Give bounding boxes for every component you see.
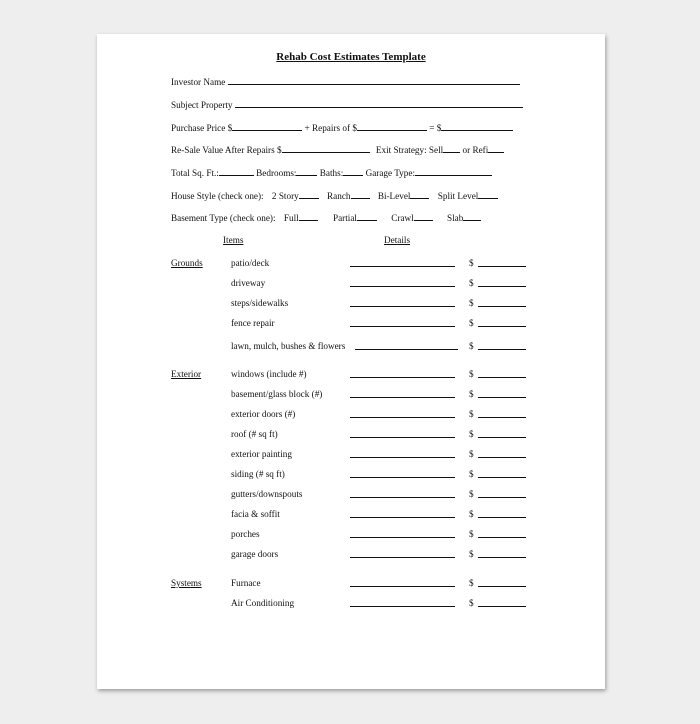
ranch-check[interactable] — [351, 189, 370, 199]
items-column-header: Items — [223, 235, 244, 245]
exit-refi-label: or Refi — [462, 145, 489, 155]
cost-row — [97, 408, 605, 420]
purchase-price-line — [171, 121, 513, 134]
detail-field[interactable] — [355, 340, 458, 350]
document-page — [97, 34, 605, 689]
amount-field[interactable] — [478, 428, 526, 438]
amount-field[interactable] — [478, 508, 526, 518]
two-story-check[interactable] — [299, 189, 319, 199]
details-column-header: Details — [384, 235, 411, 245]
exit-refi-field[interactable] — [488, 143, 504, 153]
cost-row — [97, 257, 605, 269]
cost-row — [97, 508, 605, 520]
crawl-check[interactable] — [414, 211, 433, 221]
property-stats-line — [171, 166, 492, 179]
cost-item-label: Air Conditioning — [231, 598, 295, 608]
detail-field[interactable] — [350, 548, 455, 558]
dollar-sign: $ — [469, 598, 474, 608]
cost-item-label: exterior painting — [231, 449, 292, 459]
dollar-sign: $ — [469, 318, 474, 328]
resale-label: Re-Sale Value After Repairs $ — [171, 145, 282, 155]
dollar-sign: $ — [469, 369, 474, 379]
cost-item-label: patio/deck — [231, 258, 270, 268]
detail-field[interactable] — [350, 528, 455, 538]
subject-property-line — [171, 98, 523, 111]
cost-item-label: driveway — [231, 278, 266, 288]
full-check[interactable] — [299, 211, 318, 221]
cost-item-label: Furnace — [231, 578, 261, 588]
detail-field[interactable] — [350, 488, 455, 498]
cost-item-label: roof (# sq ft) — [231, 429, 278, 439]
cost-item-label: siding (# sq ft) — [231, 469, 285, 479]
detail-field[interactable] — [350, 368, 455, 378]
repairs-label: + Repairs of $ — [304, 123, 357, 133]
slab-label: Slab — [447, 213, 464, 223]
cost-item-label: facia & soffit — [231, 509, 280, 519]
investor-name-line — [171, 75, 520, 88]
amount-field[interactable] — [478, 548, 526, 558]
cost-item-label: windows (include #) — [231, 369, 307, 379]
cost-row — [97, 340, 605, 352]
amount-field[interactable] — [478, 340, 526, 350]
garage-type-field[interactable] — [415, 166, 492, 176]
dollar-sign: $ — [469, 298, 474, 308]
partial-check[interactable] — [357, 211, 377, 221]
amount-field[interactable] — [478, 297, 526, 307]
split-level-label: Split Level — [437, 191, 479, 201]
cost-row — [97, 528, 605, 540]
cost-row — [97, 448, 605, 460]
dollar-sign: $ — [469, 489, 474, 499]
total-sqft-label: Total Sq. Ft.: — [171, 168, 219, 178]
cost-item-label: lawn, mulch, bushes & flowers — [231, 341, 346, 351]
cost-item-label: basement/glass block (#) — [231, 389, 323, 399]
amount-field[interactable] — [478, 577, 526, 587]
basement-type-label: Basement Type (check one): — [171, 213, 276, 223]
detail-field[interactable] — [350, 448, 455, 458]
amount-field[interactable] — [478, 317, 526, 327]
cost-row — [97, 577, 605, 589]
dollar-sign: $ — [469, 389, 474, 399]
cost-row — [97, 297, 605, 309]
detail-field[interactable] — [350, 428, 455, 438]
dollar-sign: $ — [469, 341, 474, 351]
partial-label: Partial — [332, 213, 357, 223]
amount-field[interactable] — [478, 488, 526, 498]
crawl-label: Crawl — [391, 213, 414, 223]
house-style-label: House Style (check one): — [171, 191, 264, 201]
exit-sell-field[interactable] — [443, 143, 460, 153]
section-label-systems: Systems — [171, 578, 202, 588]
dollar-sign: $ — [469, 529, 474, 539]
investor-name-label: Investor Name — [171, 77, 226, 87]
repairs-field[interactable] — [357, 121, 427, 131]
cost-row — [97, 277, 605, 289]
investor-name-field[interactable] — [228, 75, 520, 85]
dollar-sign: $ — [469, 509, 474, 519]
detail-field[interactable] — [350, 468, 455, 478]
resale-line — [171, 143, 504, 156]
cost-item-label: fence repair — [231, 318, 275, 328]
two-story-label: 2 Story — [271, 191, 299, 201]
baths-field[interactable] — [343, 166, 363, 176]
bedrooms-label: Bedrooms: — [256, 168, 297, 178]
cost-row — [97, 488, 605, 500]
dollar-sign: $ — [469, 258, 474, 268]
ranch-label: Ranch — [327, 191, 351, 201]
dollar-sign: $ — [469, 578, 474, 588]
detail-field[interactable] — [350, 277, 455, 287]
detail-field[interactable] — [350, 577, 455, 587]
amount-field[interactable] — [478, 528, 526, 538]
purchase-price-field[interactable] — [232, 121, 302, 131]
amount-field[interactable] — [478, 257, 526, 267]
detail-field[interactable] — [350, 597, 455, 607]
amount-field[interactable] — [478, 388, 526, 398]
amount-field[interactable] — [478, 468, 526, 478]
basement-type-line — [171, 211, 481, 224]
house-style-line — [171, 189, 498, 202]
amount-field[interactable] — [478, 277, 526, 287]
amount-field[interactable] — [478, 597, 526, 607]
baths-label: Baths: — [319, 168, 344, 178]
page-title: Rehab Cost Estimates Template — [276, 51, 426, 63]
garage-type-label: Garage Type: — [365, 168, 416, 178]
total-field[interactable] — [441, 121, 513, 131]
total-label: = $ — [429, 123, 442, 133]
dollar-sign: $ — [469, 449, 474, 459]
cost-item-label: porches — [231, 529, 260, 539]
dollar-sign: $ — [469, 549, 474, 559]
dollar-sign: $ — [469, 278, 474, 288]
bi-level-check[interactable] — [410, 189, 429, 199]
cost-item-label: steps/sidewalks — [231, 298, 289, 308]
detail-field[interactable] — [350, 317, 455, 327]
cost-row — [97, 597, 605, 609]
detail-field[interactable] — [350, 257, 455, 267]
amount-field[interactable] — [478, 448, 526, 458]
total-sqft-field[interactable] — [219, 166, 254, 176]
dollar-sign: $ — [469, 469, 474, 479]
cost-item-label: exterior doors (#) — [231, 409, 296, 419]
amount-field[interactable] — [478, 408, 526, 418]
section-label-grounds: Grounds — [171, 258, 203, 268]
cost-row — [97, 428, 605, 440]
amount-field[interactable] — [478, 368, 526, 378]
slab-check[interactable] — [463, 211, 481, 221]
cost-item-label: gutters/downspouts — [231, 489, 303, 499]
bi-level-label: Bi-Level — [377, 191, 411, 201]
subject-property-field[interactable] — [235, 98, 523, 108]
exit-strategy-label: Exit Strategy: Sell — [375, 145, 444, 155]
cost-row — [97, 368, 605, 380]
cost-row — [97, 388, 605, 400]
split-level-check[interactable] — [478, 189, 498, 199]
cost-row — [97, 468, 605, 480]
detail-field[interactable] — [350, 408, 455, 418]
detail-field[interactable] — [350, 508, 455, 518]
detail-field[interactable] — [350, 388, 455, 398]
section-label-exterior: Exterior — [171, 369, 202, 379]
cost-row — [97, 548, 605, 560]
subject-property-label: Subject Property — [171, 100, 233, 110]
dollar-sign: $ — [469, 429, 474, 439]
cost-row — [97, 317, 605, 329]
bedrooms-field[interactable] — [296, 166, 317, 176]
full-label: Full — [283, 213, 299, 223]
resale-field[interactable] — [282, 143, 370, 153]
detail-field[interactable] — [350, 297, 455, 307]
purchase-price-label: Purchase Price $ — [171, 123, 233, 133]
cost-item-label: garage doors — [231, 549, 279, 559]
dollar-sign: $ — [469, 409, 474, 419]
